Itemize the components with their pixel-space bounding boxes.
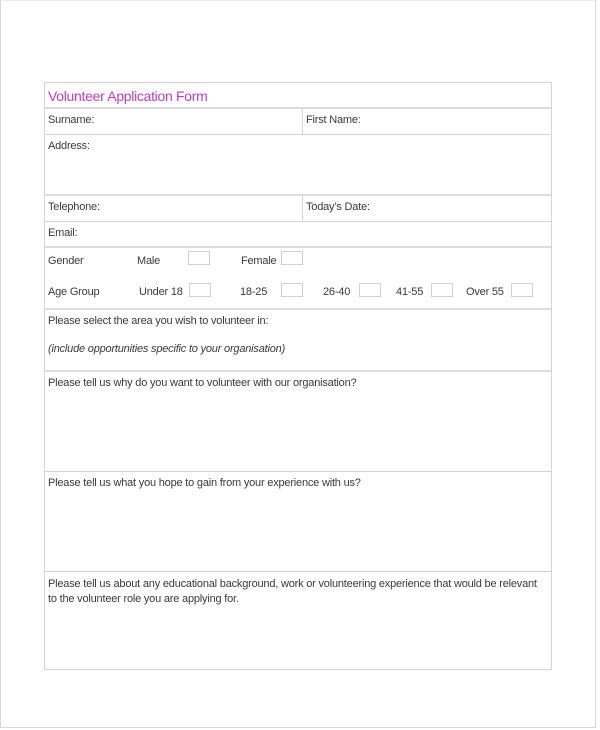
- background-field[interactable]: [45, 572, 551, 669]
- age-over-55-checkbox[interactable]: [511, 283, 533, 297]
- first-name-field[interactable]: [302, 109, 551, 134]
- telephone-field[interactable]: [45, 196, 302, 221]
- form-title: Volunteer Application Form: [48, 88, 208, 104]
- first-name-label: First Name:: [306, 114, 361, 126]
- surname-label: Surname:: [48, 114, 95, 126]
- background-question: Please tell us about any educational background, work or volunteering experience that would be relevant to the volunteer role you are applying for.: [48, 578, 537, 605]
- age-option-26-40-label: 26-40: [323, 286, 351, 298]
- age-18-25-checkbox[interactable]: [281, 283, 303, 297]
- volunteer-application-form: [44, 82, 552, 670]
- hope-to-gain-question: Please tell us what you hope to gain from your experience with us?: [48, 477, 361, 489]
- age-26-40-checkbox[interactable]: [359, 283, 381, 297]
- gender-male-checkbox[interactable]: [188, 251, 210, 265]
- address-label: Address:: [48, 140, 90, 152]
- age-option-18-25-label: 18-25: [240, 286, 268, 298]
- form-title-row: [45, 83, 551, 109]
- age-option-under-18-label: Under 18: [139, 286, 183, 298]
- gender-option-female-label: Female: [241, 255, 277, 267]
- todays-date-field[interactable]: [302, 196, 551, 221]
- volunteer-area-question: Please select the area you wish to volunteer in:: [48, 315, 269, 327]
- name-row: [45, 109, 551, 135]
- hope-to-gain-field[interactable]: [45, 472, 551, 572]
- volunteer-area-field[interactable]: [45, 310, 551, 372]
- gender-label: Gender: [48, 255, 84, 267]
- age-under-18-checkbox[interactable]: [189, 283, 211, 297]
- age-group-label: Age Group: [48, 286, 100, 298]
- gender-female-checkbox[interactable]: [281, 251, 303, 265]
- contact-row: [45, 196, 551, 222]
- surname-field[interactable]: [45, 109, 302, 134]
- todays-date-label: Today’s Date:: [306, 201, 370, 213]
- age-41-55-checkbox[interactable]: [431, 283, 453, 297]
- email-label: Email:: [48, 227, 78, 239]
- why-volunteer-question: Please tell us why do you want to volunteer with our organisation?: [48, 377, 357, 389]
- address-field[interactable]: [45, 135, 551, 196]
- email-field[interactable]: [45, 222, 551, 248]
- telephone-label: Telephone:: [48, 201, 100, 213]
- gender-option-male-label: Male: [137, 255, 161, 267]
- age-option-41-55-label: 41-55: [396, 286, 424, 298]
- volunteer-area-hint: (include opportunities specific to your organisation): [48, 343, 286, 355]
- why-volunteer-field[interactable]: [45, 372, 551, 472]
- demographics-row: [45, 248, 551, 310]
- age-option-over-55-label: Over 55: [466, 286, 504, 298]
